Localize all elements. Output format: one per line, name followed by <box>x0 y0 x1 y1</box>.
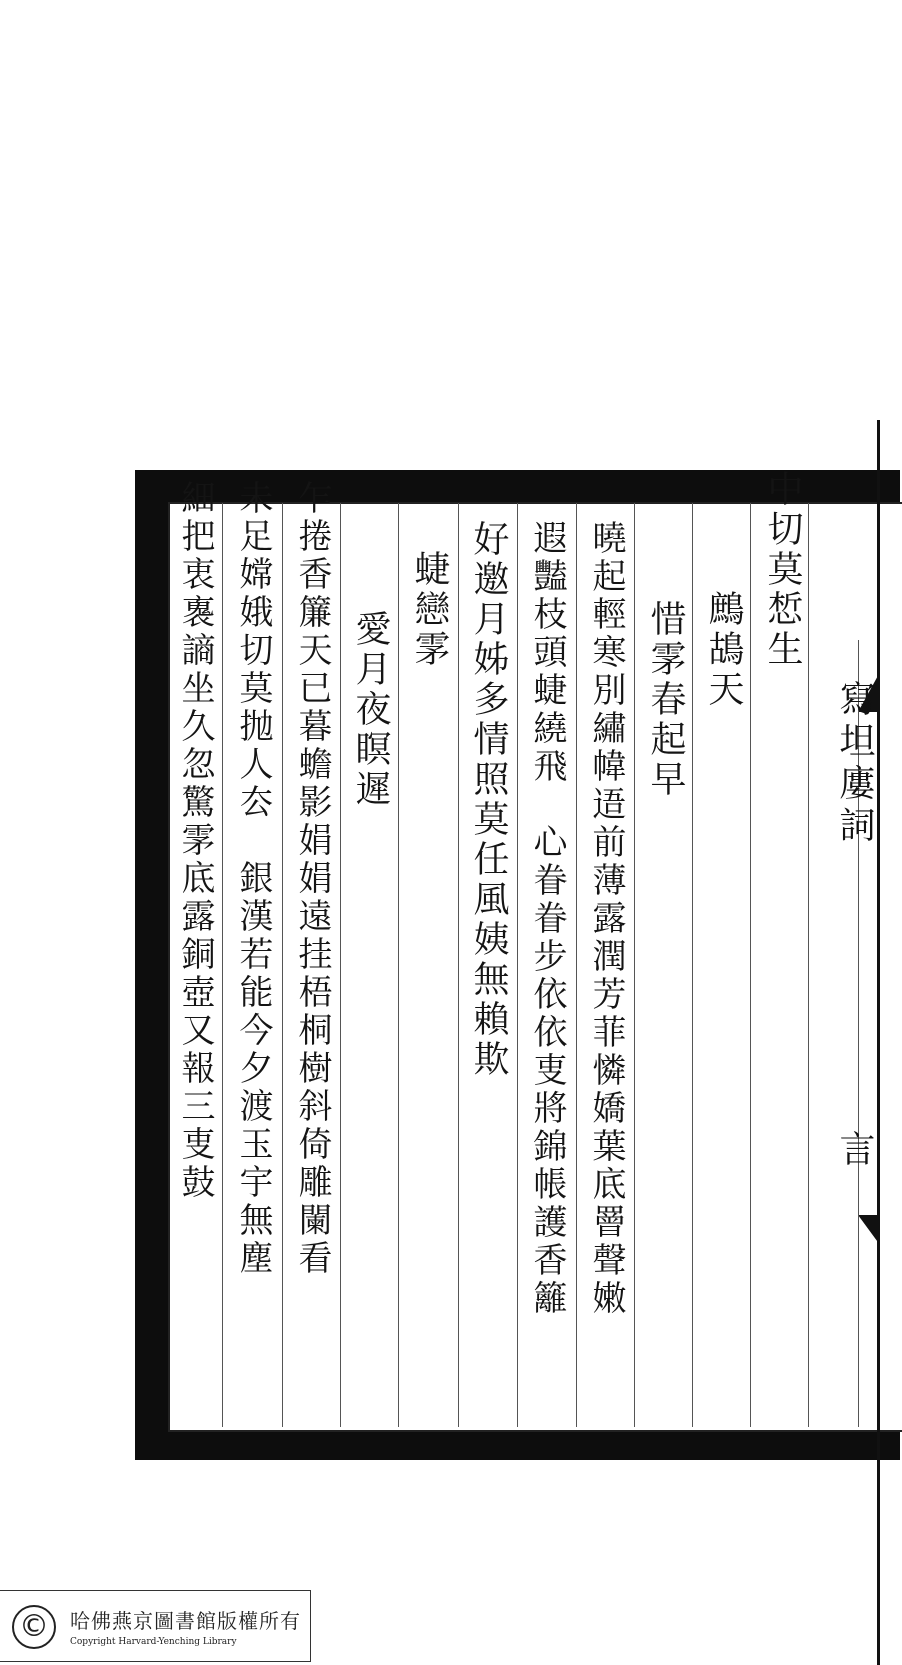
column-rule <box>517 503 518 1427</box>
edge-glyph <box>862 806 880 842</box>
edge-glyph <box>862 764 880 800</box>
column-rule <box>222 503 223 1427</box>
column-rule <box>282 503 283 1427</box>
column-rule <box>576 503 577 1427</box>
text-column-3: 惜雺春起早 <box>645 600 686 800</box>
column-rule <box>398 503 399 1427</box>
text-column-11: 細把衷褢謪坐久忽驚雺底露銅壺又報三叓鼓 <box>175 480 215 1202</box>
text-column-10: 未足嫦娥切莫抛人厺 銀漢若能今夕渡玉宇無塵 <box>233 480 273 1278</box>
column-rule <box>808 503 809 1427</box>
copyright-chinese: 哈佛燕京圖書館版權所有 <box>70 1609 301 1633</box>
column-rule <box>458 503 459 1427</box>
text-column-5: 遐豔枝頭蜨繞飛 心眷眷步依依叓將錦帳護香籬 <box>527 520 567 1318</box>
edge-glyph <box>862 1130 880 1166</box>
book-spine-line <box>877 420 880 1665</box>
text-column-6: 好邀月姊多情照莫任風姨無賴欺 <box>468 520 509 1080</box>
copyright-stamp <box>0 1590 311 1662</box>
column-rule <box>340 503 341 1427</box>
copyright-icon: © <box>12 1605 56 1649</box>
text-column-1: 中切莫惁生 <box>762 470 803 670</box>
column-rule <box>692 503 693 1427</box>
copyright-english: Copyright Harvard-Yenching Library <box>70 1637 237 1647</box>
column-rule <box>634 503 635 1427</box>
edge-glyph <box>862 680 880 716</box>
column-rule <box>750 503 751 1427</box>
text-column-8: 愛月夜瞑遲 <box>350 610 391 810</box>
edge-glyph <box>862 722 880 758</box>
column-rule <box>858 640 859 1427</box>
text-column-7: 蜨戀雺 <box>409 550 450 670</box>
text-column-2: 鷓鴣天 <box>703 590 744 710</box>
text-column-4: 曉起輕寒別繡幃逜前薄露潤芳菲憐嬌葉底罾聲嫩 <box>586 520 626 1318</box>
text-column-9: 乍捲香簾天已暮蟾影娟娟遠挂梧桐樹斜倚雕闌看 <box>292 480 332 1278</box>
